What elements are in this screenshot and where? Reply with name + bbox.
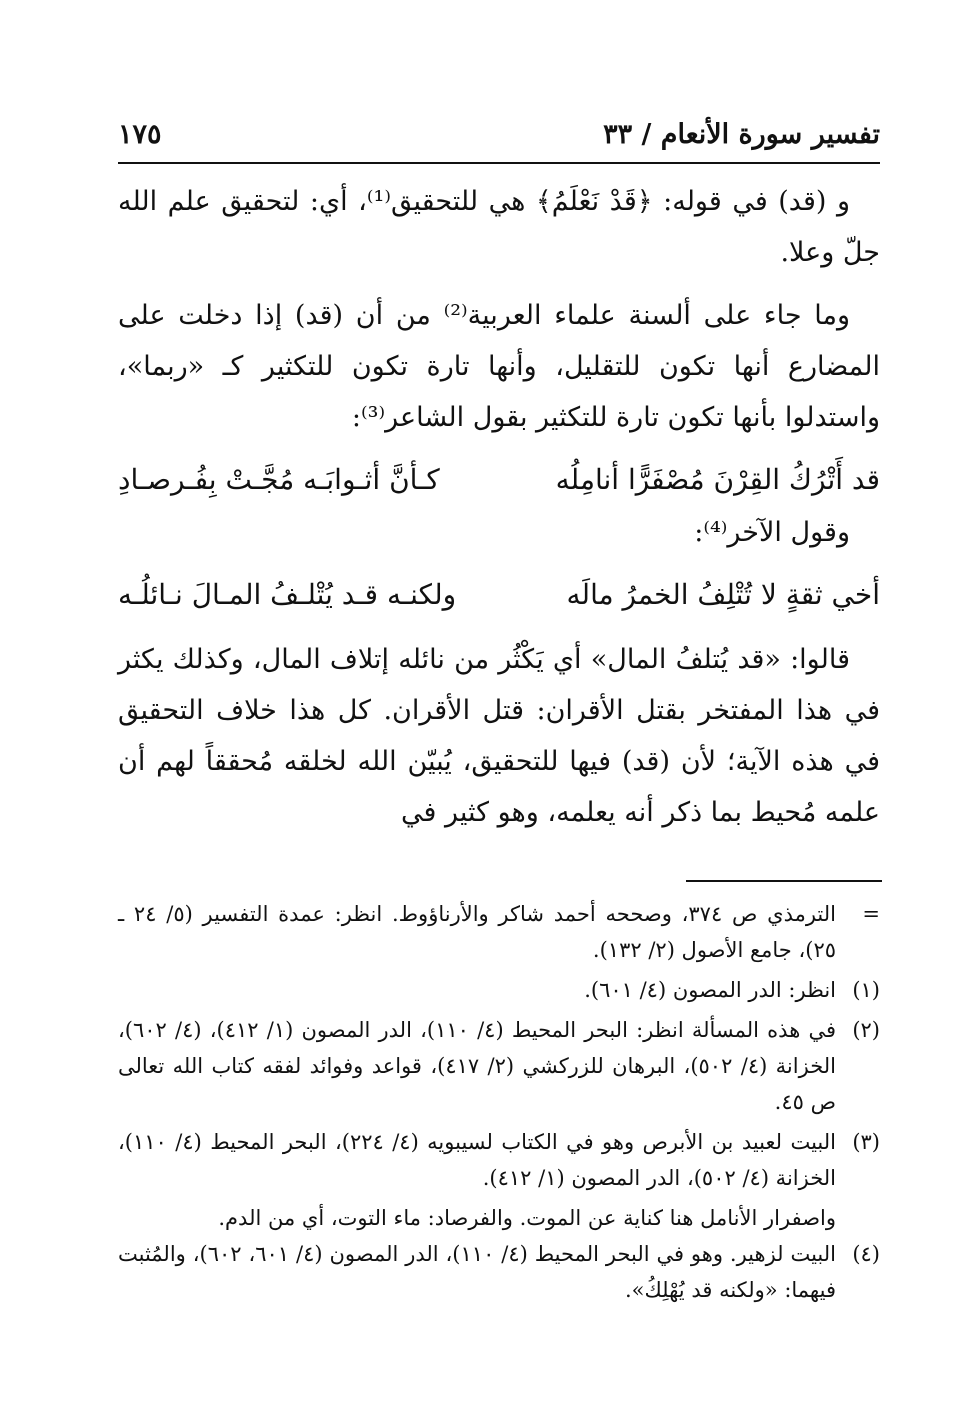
header-divider bbox=[118, 162, 880, 164]
footnote-3 bbox=[118, 1124, 880, 1196]
paragraph-2: وما جاء على ألسنة علماء العربية⁽²⁾ من أن (قد) إذا دخلت على المضارع أنها تكون للتقليل، وأنها تارة تكون للتكثير كـ «ربما»، واستدلوا بأنها تكون تارة للتكثير بقول الشاعر⁽³⁾: bbox=[118, 300, 880, 433]
verse-2-first-hemistich: أخي ثقةٍ لا تُتْلِفُ الخمرُ مالَه bbox=[566, 578, 880, 611]
paragraph-1: و (قد) في قوله: ﴿قَدْ نَعْلَمُ﴾ هي للتحقيق⁽¹⁾، أي: لتحقيق علم الله جلّ وعلا. bbox=[118, 186, 880, 268]
verse-1-second-hemistich: كـأنَّ أثـوابَـه مُجَّـتْ بِفُـرصـادِ bbox=[118, 463, 440, 496]
footnote-2-text: في هذه المسألة انظر: البحر المحيط (٤/ ١١٠)، الدر المصون (١/ ٤١٢)، (٤/ ٦٠٢)، الخزانة (٤/ ٥٠٢)، البرهان للزركشي (٢/ ٤١٧)، قواعد وفوائد لفقه كتاب الله تعالى ص ٤٥. bbox=[118, 1018, 836, 1114]
verse-1-first-hemistich: قد أَتْرُكُ القِرْنَ مُصْفَرًّا أنامِلُه bbox=[555, 463, 880, 496]
footnote-divider bbox=[686, 880, 882, 882]
main-text bbox=[118, 176, 880, 838]
footnote-4-number: (٤) bbox=[852, 1242, 880, 1266]
footnote-3-number: (٣) bbox=[852, 1130, 880, 1154]
footnote-2 bbox=[118, 1012, 880, 1120]
footnote-4-text: البيت لزهير. وهو في البحر المحيط (٤/ ١١٠)، الدر المصون (٤/ ٦٠١، ٦٠٢)، والمُثبت فيهما: «ولكنه قد يُهْلِكُ». bbox=[118, 1242, 836, 1302]
header-title: تفسير سورة الأنعام / ٣٣ bbox=[603, 118, 880, 150]
running-header bbox=[118, 108, 880, 160]
continuation-mark: = bbox=[862, 902, 880, 926]
verse-2-second-hemistich: ولكنـه قـد يُتْلـفُ المـالَ نـائلُـه bbox=[118, 578, 457, 611]
footnote-1-number: (١) bbox=[852, 978, 880, 1002]
footnote-continuation-text: الترمذي ص ٣٧٤، وصححه أحمد شاكر والأرناؤوط. انظر: عمدة التفسير (٥/ ٢٤ ـ ٢٥)، جامع الأصول (٢/ ١٣٢). bbox=[118, 902, 837, 962]
footnote-1-text: انظر: الدر المصون (٤/ ٦٠١). bbox=[584, 978, 836, 1002]
page-number: ١٧٥ bbox=[118, 118, 162, 150]
footnote-2-number: (٢) bbox=[852, 1018, 880, 1042]
footnotes bbox=[118, 896, 880, 1312]
footnote-1 bbox=[118, 972, 880, 1008]
paragraph-4: قالوا: «قد يُتلفُ المال» أي يَكْثُر من نائله إتلاف المال، وكذلك يكثر في هذا المفتخر بقتل الأقران: قتل الأقران. كل هذا خلاف التحقيق في هذه الآية؛ لأن (قد) فيها للتحقيق، يُبيّن الله لخلقه مُحققاً لهم أن علمه مُحيط بما ذكر أنه يعلمه، وهو كثير في bbox=[118, 644, 880, 828]
verse-1 bbox=[118, 453, 880, 507]
footnote-continuation bbox=[118, 896, 880, 968]
paragraph-3: وقول الآخر⁽⁴⁾: bbox=[694, 517, 850, 548]
footnote-3-note: واصفرار الأنامل هنا كناية عن الموت. والفرصاد: ماء التوت، أي من الدم. bbox=[218, 1206, 836, 1230]
footnote-3-text: البيت لعبيد بن الأبرص وهو في الكتاب لسيبويه (٤/ ٢٢٤)، البحر المحيط (٤/ ١١٠)، الخزانة (٤/ ٥٠٢)، الدر المصون (١/ ٤١٢). bbox=[118, 1130, 836, 1190]
footnote-4 bbox=[118, 1236, 880, 1308]
verse-2 bbox=[118, 568, 880, 622]
